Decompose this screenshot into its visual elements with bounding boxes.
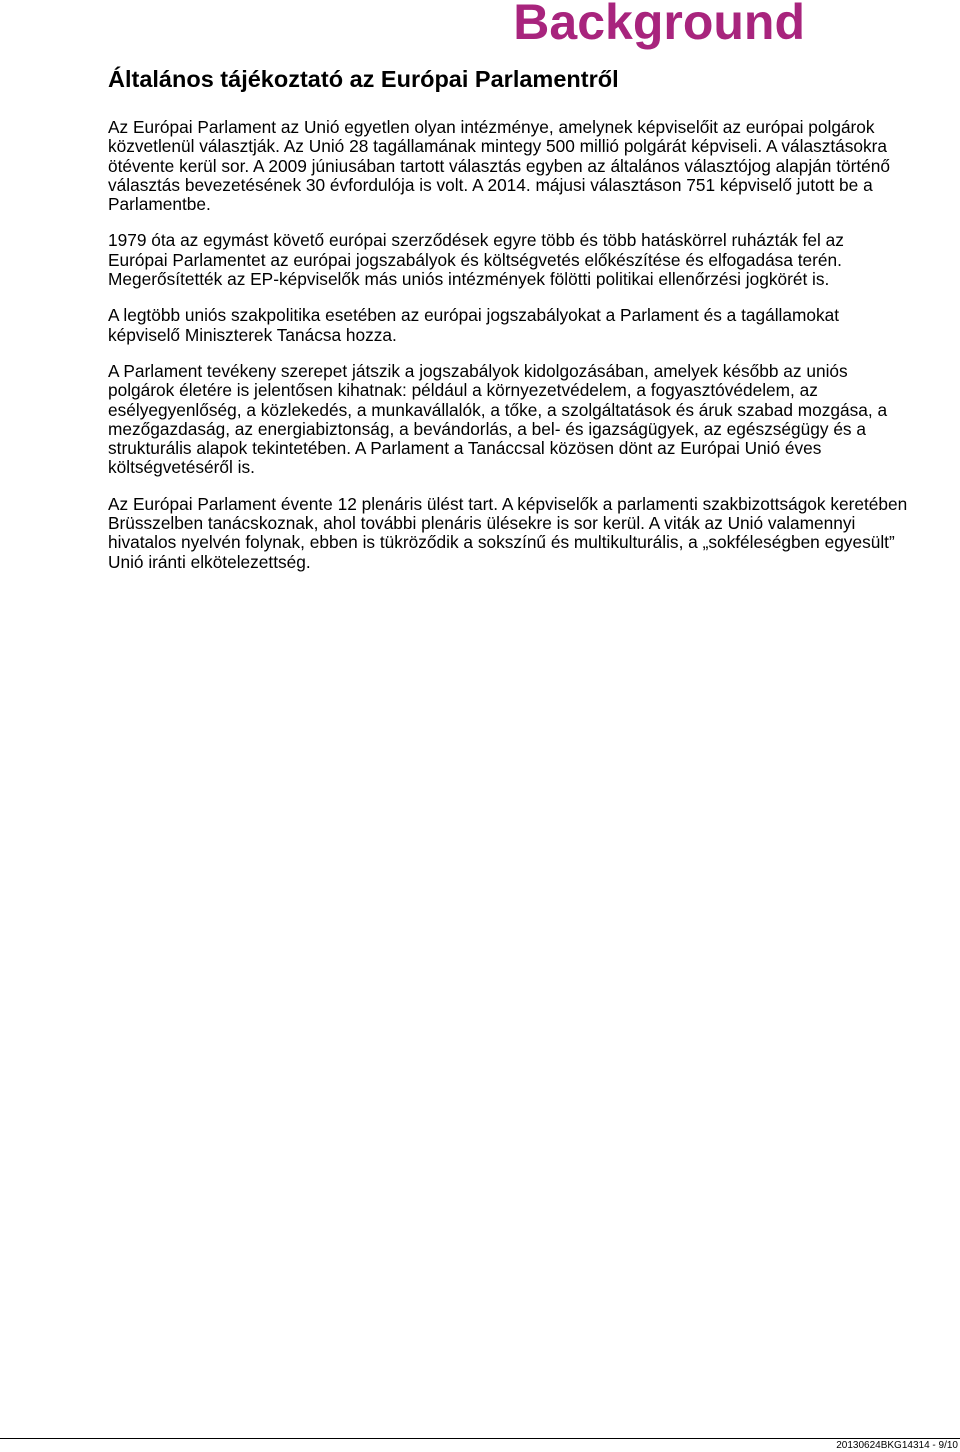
paragraph-plenary-sessions: Az Európai Parlament évente 12 plenáris ülést tart. A képviselők a parlamenti szakbizottságok keretében Brüsszelben tanácskoznak, ahol további plenáris ülésekre is sor kerül. A viták az Unió valamennyi hivatalos nyelvén folynak, ebben is tükröződik a sokszínű és multikulturális, a „sokféleségben egyesült” Unió iránti elkötelezettség.	[108, 493, 908, 572]
paragraph-powers: 1979 óta az egymást követő európai szerződések egyre több és több hatáskörrel ruházták fel az Európai Parlamentet az európai jogszabályok és költségvetés előkészítése és elfogadása terén. Megerősítették az EP-képviselők más uniós intézmények fölötti politikai ellenőrzési jogkörét is.	[108, 230, 844, 290]
page-title: Általános tájékoztató az Európai Parlamentről	[108, 66, 619, 92]
paragraph-legislation: A legtöbb uniós szakpolitika esetében az európai jogszabályokat a Parlament és a tagállamokat képviselő Miniszterek Tanácsa hozza.	[108, 305, 840, 345]
section-label: Background	[513, 0, 805, 50]
paragraph-introduction: Az Európai Parlament az Unió egyetlen olyan intézménye, amelynek képviselőit az európai polgárok közvetlenül választják. Az Unió 28 tagállamának mintegy 500 millió polgárát képviseli. A választásokra ötévente kerül sor. A 2009 júniusában tartott választás egyben az általános választójog alapján történő választás bevezetésének 30 évfordulója is volt. A 2014. májusi választáson 751 képviselő jutott be a Parlamentbe.	[108, 117, 891, 215]
paragraph-policy-areas: A Parlament tevékeny szerepet játszik a jogszabályok kidolgozásában, amelyek később az uniós polgárok életére is jelentősen kihatnak: például a környezetvédelem, a fogyasztóvédelem, az esélyegyenlőség, a közlekedés, a munkavállalók, a tőke, a szolgáltatások és áruk szabad mozgása, a mezőgazdaság, az energiabiztonság, a bevándorlás, a bel- és igazságügyek, az egészségügy és a strukturális alapok tekintetében. A Parlament a Tanáccsal közösen dönt az Európai Unió éves költségvetéséről is.	[108, 360, 888, 478]
footer-divider	[0, 1438, 960, 1439]
body-text	[108, 118, 908, 589]
page-reference: 20130624BKG14314 - 9/10	[836, 1440, 958, 1451]
